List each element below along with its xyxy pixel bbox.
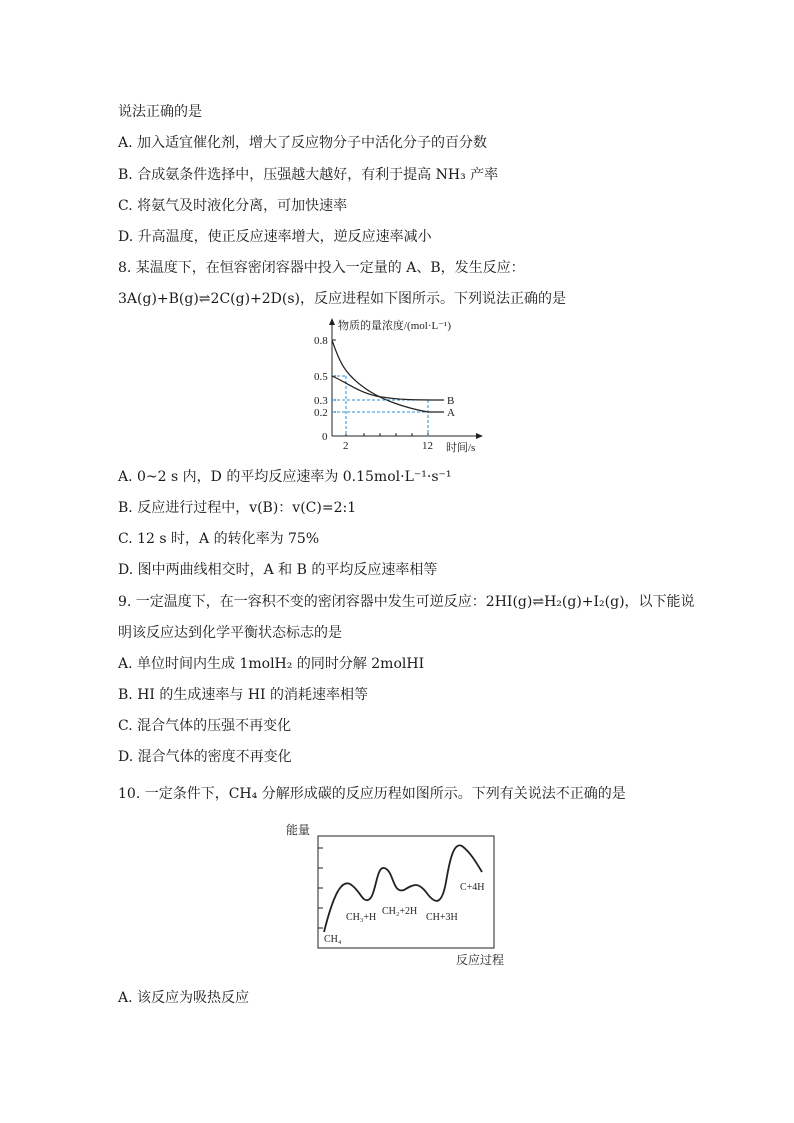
y-tick-label: 0 (322, 431, 328, 443)
species-label-ch4: CH₄ (324, 934, 342, 945)
y-axis-arrow (329, 318, 335, 325)
q7-option-b: B. 合成氨条件选择中，压强越大越好，有利于提高 NH₃ 产率 (118, 167, 499, 183)
y-tick-label: 0.5 (314, 371, 328, 383)
species-label-ch3-h: CH₃+H (346, 912, 377, 923)
x-axis-label: 时间/s (446, 442, 476, 454)
q7-stem-tail: 说法正确的是 (118, 104, 202, 120)
series-label-A: A (447, 407, 455, 419)
y-axis-label: 物质的量浓度/(mol·L⁻¹) (338, 320, 451, 332)
x-tick-label: 12 (422, 440, 433, 452)
q8-option-a: A. 0~2 s 内，D 的平均反应速率为 0.15mol·L⁻¹·s⁻¹ (118, 469, 452, 485)
q8-stem: 8. 某温度下，在恒容密闭容器中投入一定量的 A、B，发生反应： (118, 260, 525, 276)
q10-stem: 10. 一定条件下，CH₄ 分解形成碳的反应历程如图所示。下列有关说法不正确的是 (118, 786, 626, 802)
q8-option-c: C. 12 s 时，A 的转化率为 75% (118, 531, 320, 547)
q9-option-a: A. 单位时间内生成 1molH₂ 的同时分解 2molHI (118, 656, 425, 672)
species-label-ch2-2h: CH₂+2H (382, 906, 418, 917)
series-line-B (332, 376, 444, 400)
species-label-ch-3h: CH+3H (426, 912, 458, 923)
x-axis-arrow (476, 433, 483, 439)
q9-stem-line2: 明该反应达到化学平衡状态标志的是 (118, 625, 342, 641)
y-axis-label: 能量 (286, 823, 311, 837)
q7-option-c: C. 将氨气及时液化分离，可加快速率 (118, 198, 348, 214)
x-tick-label: 2 (343, 440, 349, 452)
q9-option-b: B. HI 的生成速率与 HI 的消耗速率相等 (118, 687, 369, 703)
y-tick-label: 0.3 (314, 395, 328, 407)
concentration-time-chart (306, 316, 496, 458)
q9-stem-line1: 9. 一定温度下，在一容积不变的密闭容器中发生可逆反应：2HI(g)⇌H₂(g)+I₂(g)，以下能说 (118, 594, 695, 610)
q7-option-d: D. 升高温度，使正反应速率增大，逆反应速率减小 (118, 229, 432, 245)
species-label-c-4h: C+4H (460, 882, 485, 893)
y-tick-label: 0.8 (314, 335, 328, 347)
q8-option-b: B. 反应进行过程中，v(B)：v(C)=2:1 (118, 500, 357, 516)
series-line-A (332, 340, 444, 412)
q9-option-c: C. 混合气体的压强不再变化 (118, 718, 292, 734)
q10-option-a: A. 该反应为吸热反应 (118, 990, 250, 1006)
y-tick-label: 0.2 (314, 407, 328, 419)
series-label-B: B (447, 395, 455, 407)
q7-option-a: A. 加入适宜催化剂，增大了反应物分子中活化分子的百分数 (118, 135, 488, 151)
q8-option-d: D. 图中两曲线相交时，A 和 B 的平均反应速率相等 (118, 562, 438, 578)
x-axis-label: 反应过程 (456, 953, 505, 967)
q9-option-d: D. 混合气体的密度不再变化 (118, 749, 292, 765)
q8-equation: 3A(g)+B(g)⇌2C(g)+2D(s)，反应进程如下图所示。下列说法正确的是 (118, 291, 567, 307)
energy-profile-diagram (284, 822, 514, 972)
